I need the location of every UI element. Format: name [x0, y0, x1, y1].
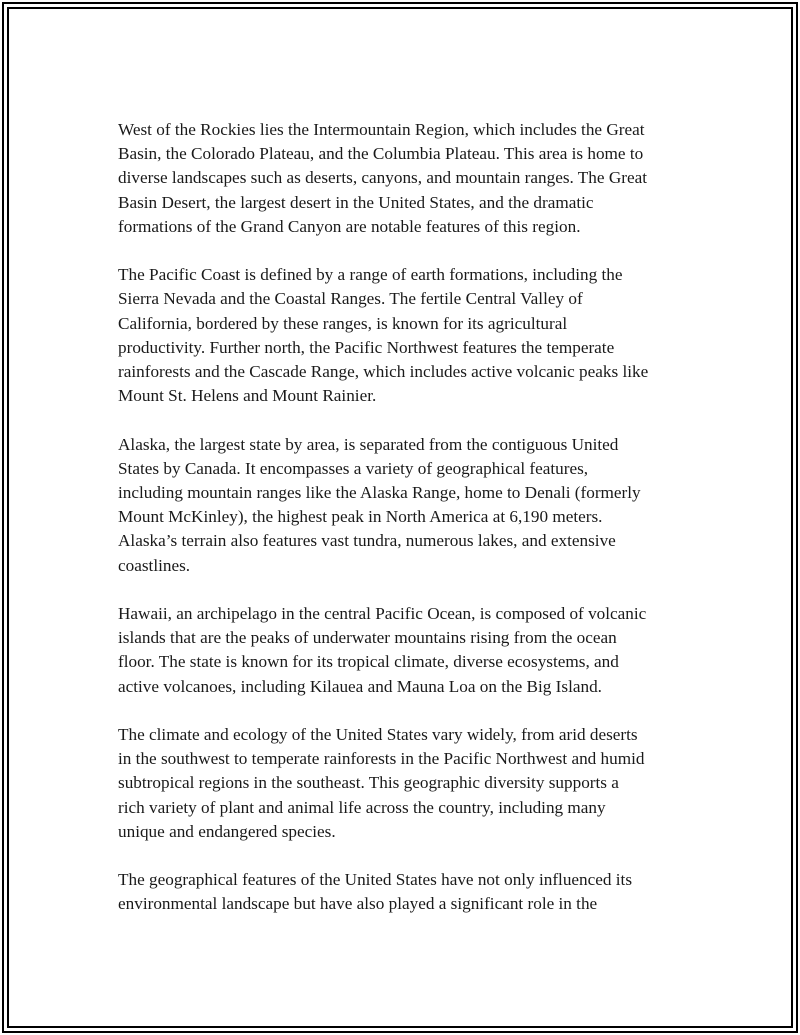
paragraph-climate-ecology: [118, 723, 693, 844]
text-line: The climate and ecology of the United States vary widely, from arid deserts: [118, 725, 638, 745]
paragraph-hawaii: [118, 602, 693, 699]
text-line: Mount St. Helens and Mount Rainier.: [118, 386, 377, 406]
text-line: Basin Desert, the largest desert in the United States, and the dramatic: [118, 192, 594, 212]
text-line: active volcanoes, including Kilauea and Mauna Loa on the Big Island.: [118, 676, 602, 696]
text-line: West of the Rockies lies the Intermountain Region, which includes the Great: [118, 120, 645, 139]
text-line: diverse landscapes such as deserts, canyons, and mountain ranges. The Great: [118, 168, 647, 188]
text-line: rainforests and the Cascade Range, which includes active volcanic peaks like: [118, 362, 649, 382]
text-line: coastlines.: [118, 555, 191, 575]
text-line: Alaska, the largest state by area, is separated from the contiguous United: [118, 434, 619, 454]
text-line: productivity. Further north, the Pacific Northwest features the temperate: [118, 337, 615, 357]
text-line: Alaska’s terrain also features vast tundra, numerous lakes, and extensive: [118, 531, 616, 551]
paragraph-intermountain-region: [118, 118, 693, 239]
text-line: floor. The state is known for its tropical climate, diverse ecosystems, and: [118, 652, 619, 672]
text-line: unique and endangered species.: [118, 821, 336, 841]
text-line: Mount McKinley), the highest peak in North America at 6,190 meters.: [118, 507, 603, 527]
paragraph-pacific-coast: [118, 263, 693, 408]
text-line: States by Canada. It encompasses a variety of geographical features,: [118, 458, 589, 478]
text-line: rich variety of plant and animal life across the country, including many: [118, 797, 606, 817]
text-line: The geographical features of the United States have not only influenced its: [118, 870, 633, 890]
text-line: Sierra Nevada and the Coastal Ranges. The fertile Central Valley of: [118, 289, 583, 309]
text-line: Hawaii, an archipelago in the central Pacific Ocean, is composed of volcanic: [118, 604, 647, 624]
text-line: islands that are the peaks of underwater mountains rising from the ocean: [118, 628, 617, 648]
paragraph-alaska: [118, 433, 693, 578]
text-line: including mountain ranges like the Alaska Range, home to Denali (formerly: [118, 483, 641, 503]
text-line: Basin, the Colorado Plateau, and the Columbia Plateau. This area is home to: [118, 144, 644, 164]
paragraph-geographical-features: [118, 868, 693, 916]
document-body: [118, 118, 693, 941]
text-line: formations of the Grand Canyon are notable features of this region.: [118, 216, 581, 236]
text-line: environmental landscape but have also played a significant role in the: [118, 894, 598, 914]
text-line: California, bordered by these ranges, is known for its agricultural: [118, 313, 568, 333]
text-line: subtropical regions in the southeast. This geographic diversity supports a: [118, 773, 619, 793]
text-line: in the southwest to temperate rainforests in the Pacific Northwest and humid: [118, 749, 645, 769]
text-line: The Pacific Coast is defined by a range of earth formations, including the: [118, 265, 623, 285]
